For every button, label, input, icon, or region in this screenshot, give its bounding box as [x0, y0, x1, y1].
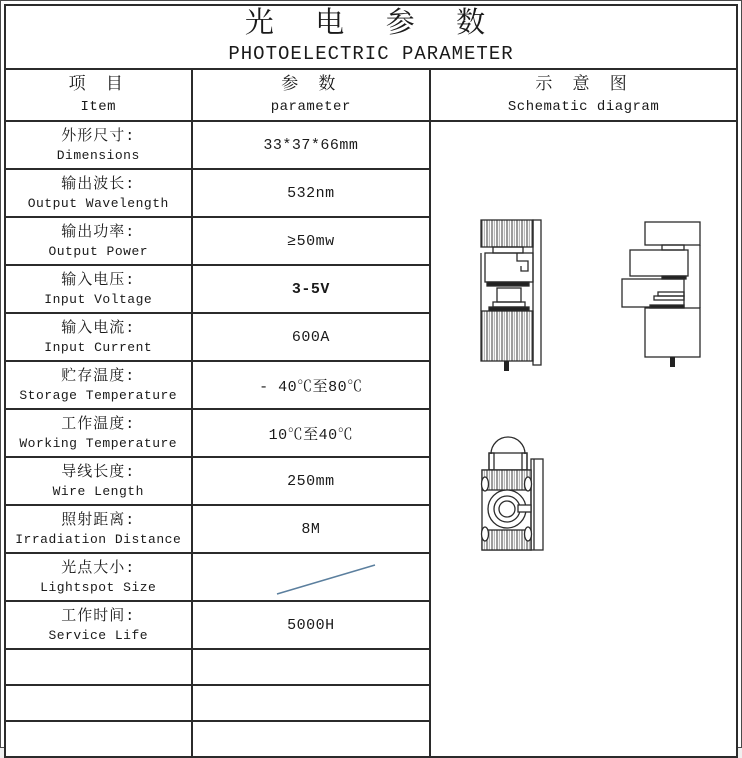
item-label-zh: 输出功率: [61, 223, 136, 241]
item-cell-working-temperature [5, 409, 192, 457]
column-header-item-zh: 项 目 [68, 76, 128, 95]
item-cell-output-power [5, 217, 192, 265]
value-text: 3-5V [291, 281, 330, 298]
item-label-zh: 工作时间: [61, 607, 136, 625]
item-label-zh: 外形尺寸: [61, 127, 136, 145]
table-row [5, 121, 737, 169]
item-label-en: Input Voltage [44, 291, 153, 307]
page-title-zh: 光 电 参 数 [244, 8, 498, 41]
diagonal-slash-mark [193, 554, 431, 600]
value-cell-output-power [192, 217, 431, 265]
schematic-cell [430, 121, 737, 757]
empty-value-cell [192, 685, 431, 721]
value-text: 10℃至40℃ [268, 426, 354, 444]
value-cell-input-voltage [192, 265, 431, 313]
item-cell-lightspot-size [5, 553, 192, 601]
item-label-zh: 输入电压: [61, 271, 136, 289]
item-label-zh: 工作温度: [61, 415, 136, 433]
item-label-zh: 输出波长: [61, 175, 136, 193]
item-label-en: Input Current [44, 339, 153, 355]
column-header-schematic-en: Schematic diagram [507, 99, 660, 115]
header-row [5, 69, 737, 121]
value-text: 33*37*66mm [263, 137, 359, 154]
item-label-zh: 贮存温度: [61, 367, 136, 385]
empty-item-cell [5, 721, 192, 757]
value-cell-working-temperature [192, 409, 431, 457]
item-cell-dimensions [5, 121, 192, 169]
value-cell-lightspot-size [192, 553, 431, 601]
schematic-front-view [482, 437, 544, 550]
column-header-schematic-zh: 示 意 图 [535, 76, 632, 95]
page-title-en: PHOTOELECTRIC PARAMETER [228, 43, 514, 65]
value-cell-wire-length [192, 457, 431, 505]
value-text: 532nm [287, 185, 335, 202]
item-cell-input-voltage [5, 265, 192, 313]
item-label-en: Service Life [48, 627, 149, 643]
empty-item-cell [5, 649, 192, 685]
item-label-en: Output Power [48, 243, 149, 259]
value-text: ≥50mw [287, 233, 335, 250]
value-cell-service-life [192, 601, 431, 649]
value-text: 250mm [287, 473, 335, 490]
item-cell-input-current [5, 313, 192, 361]
item-label-en: Working Temperature [19, 435, 178, 451]
item-label-zh: 导线长度: [61, 463, 136, 481]
item-label-zh: 输入电流: [61, 319, 136, 337]
schematic-diagram [431, 122, 737, 756]
item-label-en: Lightspot Size [40, 579, 157, 595]
value-text: 8M [301, 521, 321, 538]
item-cell-storage-temperature [5, 361, 192, 409]
value-text: 600A [291, 329, 330, 346]
schematic-side-outline-view [622, 222, 700, 367]
item-label-en: Output Wavelength [27, 195, 169, 211]
item-label-en: Dimensions [56, 147, 140, 163]
value-cell-storage-temperature [192, 361, 431, 409]
column-header-parameter-zh: 参 数 [281, 76, 341, 95]
value-text: 5000H [287, 617, 335, 634]
value-cell-input-current [192, 313, 431, 361]
parameter-table [4, 4, 738, 758]
item-label-en: Wire Length [52, 483, 144, 499]
item-cell-wire-length [5, 457, 192, 505]
item-label-zh: 光点大小: [61, 559, 136, 577]
value-cell-output-wavelength [192, 169, 431, 217]
schematic-side-section-view [481, 220, 541, 371]
item-cell-output-wavelength [5, 169, 192, 217]
item-cell-irradiation-distance [5, 505, 192, 553]
value-cell-irradiation-distance [192, 505, 431, 553]
item-label-en: Irradiation Distance [15, 531, 182, 547]
title-row [5, 5, 737, 69]
empty-item-cell [5, 685, 192, 721]
empty-value-cell [192, 721, 431, 757]
title-cell [5, 5, 737, 69]
value-cell-dimensions [192, 121, 431, 169]
item-label-zh: 照射距离: [61, 511, 136, 529]
value-text: - 40℃至80℃ [259, 378, 363, 396]
column-header-parameter [192, 69, 431, 121]
column-header-parameter-en: parameter [270, 99, 351, 115]
item-cell-service-life [5, 601, 192, 649]
column-header-item [5, 69, 192, 121]
column-header-schematic [430, 69, 737, 121]
column-header-item-en: Item [80, 99, 117, 115]
item-label-en: Storage Temperature [19, 387, 178, 403]
empty-value-cell [192, 649, 431, 685]
